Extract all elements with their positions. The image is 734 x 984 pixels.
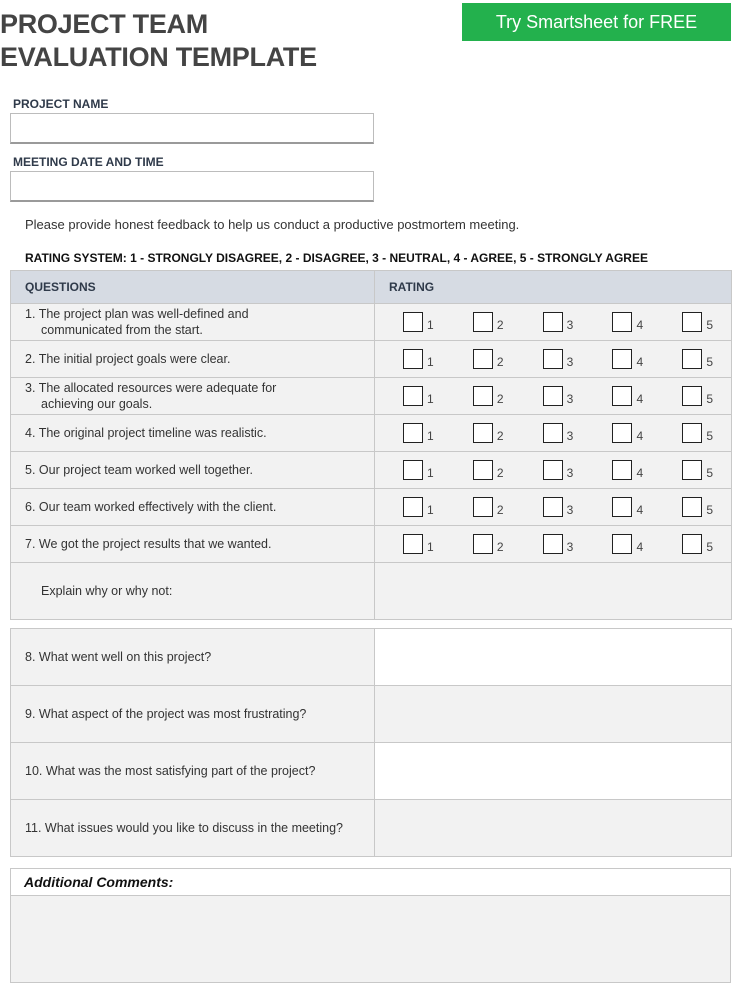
rating-cell: [375, 415, 732, 452]
additional-comments-input[interactable]: [11, 896, 730, 982]
rating-option-1[interactable]: [403, 497, 434, 517]
question-number: 7.: [25, 537, 36, 551]
open-question-text: 9. What aspect of the project was most frustrating?: [11, 686, 375, 743]
rating-option-3[interactable]: [543, 386, 574, 406]
question-line-2: achieving our goals.: [41, 397, 153, 411]
rating-option-2[interactable]: [473, 497, 504, 517]
project-name-field-box: [10, 113, 374, 144]
rating-checkbox[interactable]: [612, 349, 632, 369]
rating-option-label: 4: [636, 355, 644, 369]
questions-header: QUESTIONS: [11, 271, 375, 304]
rating-option-label: 5: [706, 355, 713, 369]
rating-cell: [375, 526, 732, 563]
rating-header: RATING: [375, 271, 732, 304]
rating-option-label: 5: [706, 318, 713, 332]
rating-checkbox[interactable]: [473, 423, 493, 443]
rating-option-label: 4: [636, 429, 644, 443]
rating-cell: [375, 452, 732, 489]
rating-option-3[interactable]: [543, 460, 574, 480]
rating-option-2[interactable]: [473, 349, 504, 369]
rating-option-label: 5: [706, 540, 713, 554]
rating-system-text: RATING SYSTEM: 1 - STRONGLY DISAGREE, 2 - DISAGREE, 3 - NEUTRAL, 4 - AGREE, 5 - STRONGLY AGREE: [25, 251, 648, 265]
page-title: [0, 8, 317, 74]
question-line-1: Our project team worked well together.: [38, 463, 253, 477]
rating-cell: [375, 304, 732, 341]
rating-checkbox[interactable]: [612, 534, 632, 554]
rating-option-1[interactable]: [403, 460, 434, 480]
rating-option-label: 2: [496, 503, 504, 517]
rating-checkbox[interactable]: [682, 386, 702, 406]
rating-option-1[interactable]: [403, 349, 434, 369]
rating-option-5[interactable]: [682, 497, 713, 517]
project-name-input[interactable]: [11, 114, 373, 142]
rating-option-4[interactable]: [612, 312, 643, 332]
title-line-2: EVALUATION TEMPLATE: [0, 42, 317, 72]
question-text: [11, 526, 375, 563]
open-question-row: [11, 800, 732, 857]
rating-option-1[interactable]: [403, 423, 434, 443]
rating-checkbox[interactable]: [403, 497, 423, 517]
open-question-answer[interactable]: [375, 800, 732, 857]
open-question-answer[interactable]: [375, 743, 732, 800]
question-number: 2.: [25, 352, 36, 366]
rating-checkbox[interactable]: [612, 386, 632, 406]
question-number: 6.: [25, 500, 36, 514]
rating-option-4[interactable]: [612, 460, 643, 480]
rating-option-5[interactable]: [682, 460, 713, 480]
project-name-label: PROJECT NAME: [13, 97, 109, 111]
rating-checkbox[interactable]: [473, 386, 493, 406]
rating-checkbox[interactable]: [543, 312, 563, 332]
rating-option-3[interactable]: [543, 534, 574, 554]
rating-option-2[interactable]: [473, 312, 504, 332]
rating-checkbox[interactable]: [473, 497, 493, 517]
rating-option-5[interactable]: [682, 312, 713, 332]
question-line-1: The project plan was well-defined and: [38, 307, 249, 321]
rating-option-label: 2: [496, 429, 504, 443]
rating-option-label: 4: [636, 466, 644, 480]
rating-option-4[interactable]: [612, 423, 643, 443]
question-row: [11, 526, 732, 563]
rating-option-label: 2: [496, 318, 504, 332]
rating-cell: [375, 378, 732, 415]
rating-option-label: 2: [496, 355, 504, 369]
rating-option-label: 1: [427, 355, 434, 369]
rating-option-1[interactable]: [403, 312, 434, 332]
rating-checkbox[interactable]: [543, 534, 563, 554]
rating-option-label: 5: [706, 503, 713, 517]
title-line-1: PROJECT TEAM: [0, 9, 208, 39]
rating-option-4[interactable]: [612, 349, 643, 369]
rating-option-2[interactable]: [473, 386, 504, 406]
rating-checkbox[interactable]: [682, 349, 702, 369]
rating-option-label: 4: [636, 540, 644, 554]
question-number: 5.: [25, 463, 36, 477]
rating-option-5[interactable]: [682, 349, 713, 369]
rating-option-label: 3: [566, 355, 574, 369]
rating-option-label: 1: [427, 392, 434, 406]
instructions-text: Please provide honest feedback to help us conduct a productive postmortem meeting.: [25, 217, 520, 232]
rating-checkbox[interactable]: [403, 312, 423, 332]
open-question-text: 11. What issues would you like to discuss in the meeting?: [11, 800, 375, 857]
question-text: [11, 452, 375, 489]
rating-option-label: 2: [496, 540, 504, 554]
rating-option-label: 5: [706, 392, 713, 406]
question-row: [11, 489, 732, 526]
question-text: [11, 341, 375, 378]
question-row: [11, 304, 732, 341]
question-row: [11, 415, 732, 452]
rating-checkbox[interactable]: [682, 312, 702, 332]
rating-option-2[interactable]: [473, 534, 504, 554]
question-text: [11, 415, 375, 452]
rating-option-label: 1: [427, 429, 434, 443]
rating-option-3[interactable]: [543, 312, 574, 332]
rating-checkbox[interactable]: [612, 423, 632, 443]
rating-option-4[interactable]: [612, 497, 643, 517]
rating-option-4[interactable]: [612, 534, 643, 554]
rating-checkbox[interactable]: [473, 312, 493, 332]
rating-option-label: 3: [566, 540, 574, 554]
meeting-date-label: MEETING DATE AND TIME: [13, 155, 164, 169]
rating-cell: [375, 489, 732, 526]
try-smartsheet-button[interactable]: Try Smartsheet for FREE: [462, 3, 731, 41]
rating-checkbox[interactable]: [612, 312, 632, 332]
rating-checkbox[interactable]: [612, 497, 632, 517]
rating-cell: [375, 341, 732, 378]
rating-option-3[interactable]: [543, 423, 574, 443]
question-row: [11, 452, 732, 489]
meeting-date-field-box: [10, 171, 374, 202]
rating-option-label: 3: [566, 429, 574, 443]
rating-option-label: 1: [427, 466, 434, 480]
additional-comments-section: [10, 868, 731, 983]
open-question-row: [11, 629, 732, 686]
question-text: [11, 304, 375, 341]
open-questions-table: [10, 628, 732, 857]
rating-checkbox[interactable]: [543, 349, 563, 369]
rating-option-label: 4: [636, 503, 644, 517]
rating-checkbox[interactable]: [543, 386, 563, 406]
open-question-answer[interactable]: [375, 629, 732, 686]
rating-option-label: 4: [636, 392, 644, 406]
question-line-1: The allocated resources were adequate for: [38, 381, 277, 395]
rating-checkbox[interactable]: [682, 460, 702, 480]
rating-option-3[interactable]: [543, 349, 574, 369]
open-question-text: 10. What was the most satisfying part of the project?: [11, 743, 375, 800]
rating-option-5[interactable]: [682, 423, 713, 443]
rating-option-2[interactable]: [473, 460, 504, 480]
rating-option-label: 5: [706, 429, 713, 443]
question-line-1: The initial project goals were clear.: [38, 352, 231, 366]
rating-option-5[interactable]: [682, 534, 713, 554]
rating-option-2[interactable]: [473, 423, 504, 443]
explain-label: Explain why or why not:: [11, 563, 375, 620]
meeting-date-input[interactable]: [11, 172, 373, 200]
rating-option-1[interactable]: [403, 386, 434, 406]
rating-option-label: 3: [566, 466, 574, 480]
question-line-1: Our team worked effectively with the client.: [38, 500, 277, 514]
question-row: [11, 341, 732, 378]
rating-option-4[interactable]: [612, 386, 643, 406]
rating-checkbox[interactable]: [682, 534, 702, 554]
rating-checkbox[interactable]: [612, 460, 632, 480]
rating-checkbox[interactable]: [682, 423, 702, 443]
rating-checkbox[interactable]: [403, 423, 423, 443]
rating-checkbox[interactable]: [543, 497, 563, 517]
question-line-1: We got the project results that we wanted.: [38, 537, 272, 551]
rating-option-1[interactable]: [403, 534, 434, 554]
rating-option-label: 3: [566, 318, 574, 332]
question-row: [11, 378, 732, 415]
rating-checkbox[interactable]: [473, 460, 493, 480]
question-number: 1.: [25, 307, 36, 321]
explain-answer-cell[interactable]: [375, 563, 732, 620]
rating-checkbox[interactable]: [403, 534, 423, 554]
rating-option-label: 4: [636, 318, 644, 332]
rating-table: [10, 270, 732, 620]
additional-comments-label: Additional Comments:: [11, 869, 730, 896]
rating-checkbox[interactable]: [543, 460, 563, 480]
open-question-answer[interactable]: [375, 686, 732, 743]
open-question-row: [11, 743, 732, 800]
question-line-2: communicated from the start.: [41, 323, 203, 337]
rating-checkbox[interactable]: [403, 349, 423, 369]
rating-checkbox[interactable]: [543, 423, 563, 443]
rating-checkbox[interactable]: [682, 497, 702, 517]
open-question-row: [11, 686, 732, 743]
rating-checkbox[interactable]: [473, 534, 493, 554]
rating-option-label: 5: [706, 466, 713, 480]
rating-checkbox[interactable]: [473, 349, 493, 369]
rating-option-label: 3: [566, 392, 574, 406]
rating-option-5[interactable]: [682, 386, 713, 406]
rating-checkbox[interactable]: [403, 386, 423, 406]
rating-option-label: 2: [496, 392, 504, 406]
rating-option-label: 1: [427, 318, 434, 332]
open-question-text: 8. What went well on this project?: [11, 629, 375, 686]
question-number: 4.: [25, 426, 36, 440]
rating-option-label: 1: [427, 503, 434, 517]
rating-option-label: 1: [427, 540, 434, 554]
question-text: [11, 378, 375, 415]
rating-option-label: 2: [496, 466, 504, 480]
question-number: 3.: [25, 381, 36, 395]
rating-checkbox[interactable]: [403, 460, 423, 480]
rating-option-3[interactable]: [543, 497, 574, 517]
rating-option-label: 3: [566, 503, 574, 517]
question-line-1: The original project timeline was realistic.: [38, 426, 267, 440]
question-text: [11, 489, 375, 526]
